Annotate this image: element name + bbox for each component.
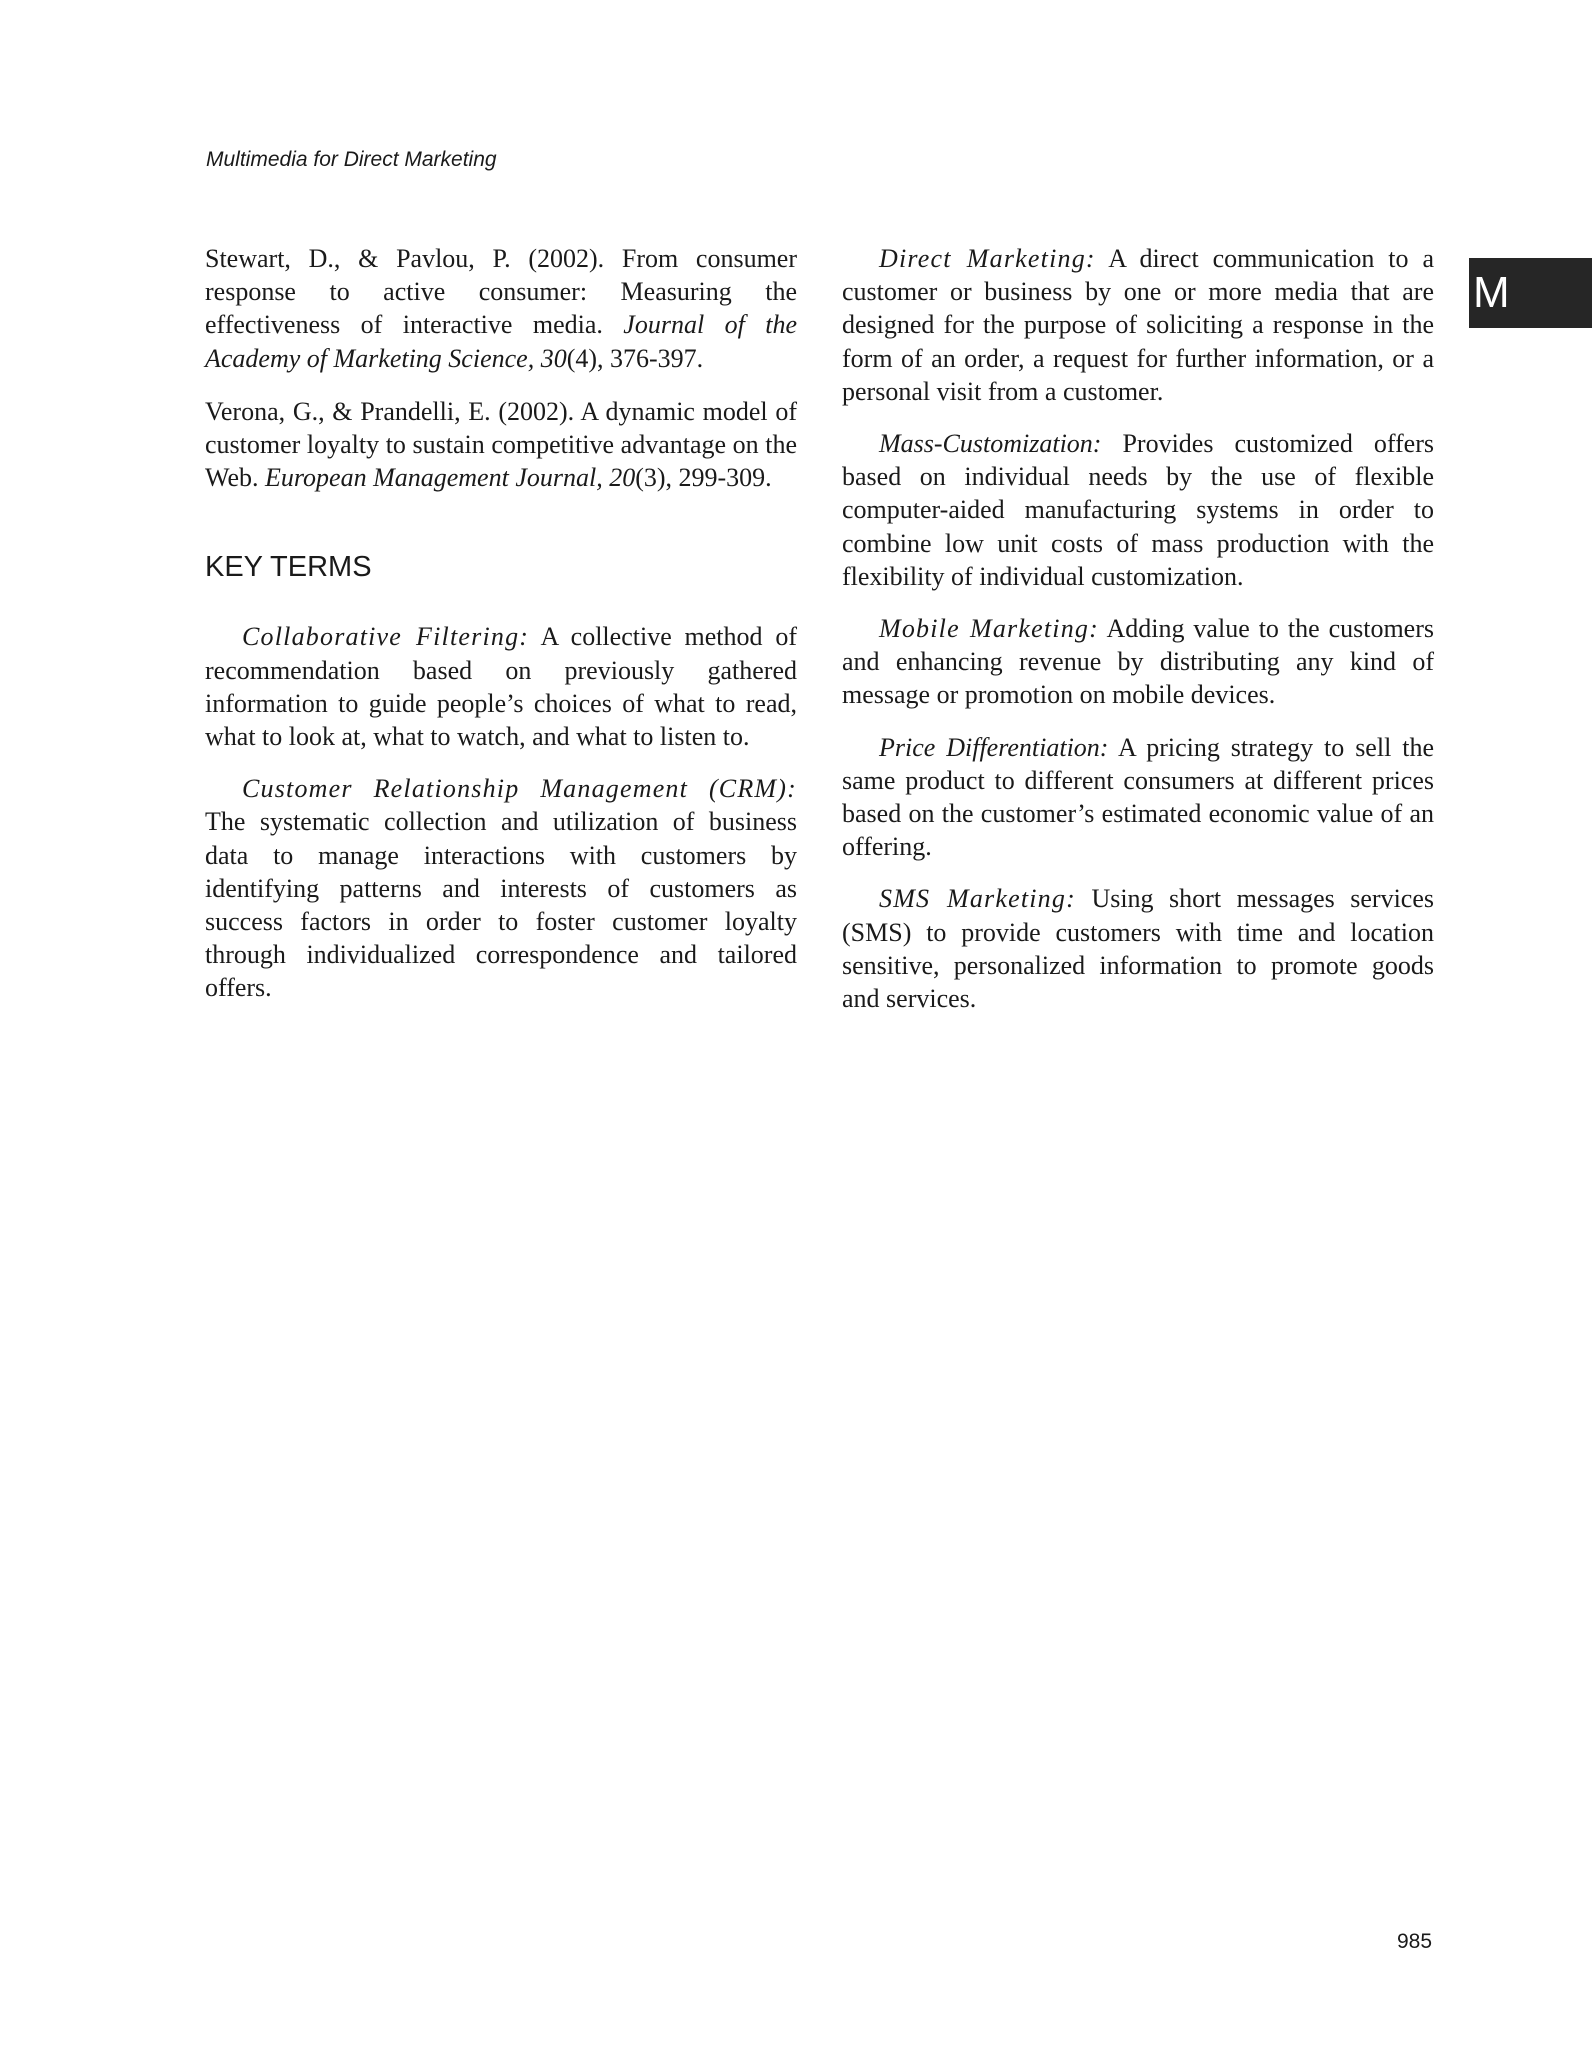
reference-entry bbox=[205, 242, 797, 375]
term-name: Customer Relationship Management (CRM): bbox=[242, 774, 797, 804]
term-name: Mass-Customization: bbox=[879, 429, 1102, 459]
term-name: Direct Marketing: bbox=[879, 244, 1096, 273]
reference-details: (4), 376-397. bbox=[566, 343, 704, 373]
key-term bbox=[842, 242, 1434, 408]
term-definition: A direct communication to a customer or business by one or more media that are designed for the purpose of soliciting a response in the form of an order, a request for further information, or a personal visit from a customer. bbox=[842, 244, 1434, 406]
key-term bbox=[842, 612, 1434, 712]
term-definition: Provides customized offers based on individual needs by the use of flexible computer-aided manufacturing systems in order to combine low unit costs of mass production with the flexibility of individual customization. bbox=[842, 429, 1434, 591]
term-definition: Using short messages services (SMS) to provide customers with time and location sensitive, personalized information to promote goods and services. bbox=[842, 884, 1435, 1014]
term-definition: Adding value to the customers and enhancing revenue by distributing any kind of message or promotion on mobile devices. bbox=[842, 614, 1434, 710]
reference-text: Verona, G., & Prandelli, E. (2002). A dynamic model of customer loyalty to sustain competitive advantage on the Web. bbox=[205, 396, 797, 493]
key-term bbox=[842, 882, 1434, 1015]
section-letter-tab: M bbox=[1469, 258, 1592, 328]
key-terms-heading: KEY TERMS bbox=[205, 551, 372, 584]
left-column bbox=[205, 242, 797, 1024]
reference-text: Stewart, D., & Pavlou, P. (2002). From consumer response to active consumer: Measuring the effectiveness of interactive media. bbox=[205, 244, 797, 340]
term-name: Collaborative Filtering: bbox=[242, 622, 530, 652]
term-definition: The systematic collection and utilization of business data to manage interactions with customers by identifying patterns and interests of customers as success factors in order to foster customer loyalty through individualized correspondence and tailored offers. bbox=[205, 807, 797, 1003]
key-term bbox=[842, 427, 1434, 593]
page-number: 985 bbox=[1397, 1930, 1433, 1953]
reference-entry bbox=[205, 395, 797, 495]
reference-journal: European Management Journal, 20 bbox=[265, 463, 636, 493]
right-column bbox=[842, 242, 1434, 1034]
reference-journal: Journal of the Academy of Marketing Science, 30 bbox=[205, 310, 797, 373]
reference-details: (3), 299-309. bbox=[635, 463, 772, 493]
term-name: SMS Marketing: bbox=[879, 884, 1076, 914]
term-name: Mobile Marketing: bbox=[879, 614, 1099, 644]
running-title: Multimedia for Direct Marketing bbox=[206, 148, 497, 171]
term-definition: A collective method of recommendation based on previously gathered information to guide people’s choices of what to read, what to look at, what to watch, and what to listen to. bbox=[205, 622, 797, 752]
term-name: Price Differentiation: bbox=[879, 732, 1109, 762]
key-term bbox=[842, 731, 1434, 864]
key-term bbox=[205, 772, 797, 1004]
term-definition: A pricing strategy to sell the same product to different consumers at different prices based on the customer’s estimated economic value of an offering. bbox=[842, 732, 1434, 862]
key-term bbox=[205, 620, 797, 753]
